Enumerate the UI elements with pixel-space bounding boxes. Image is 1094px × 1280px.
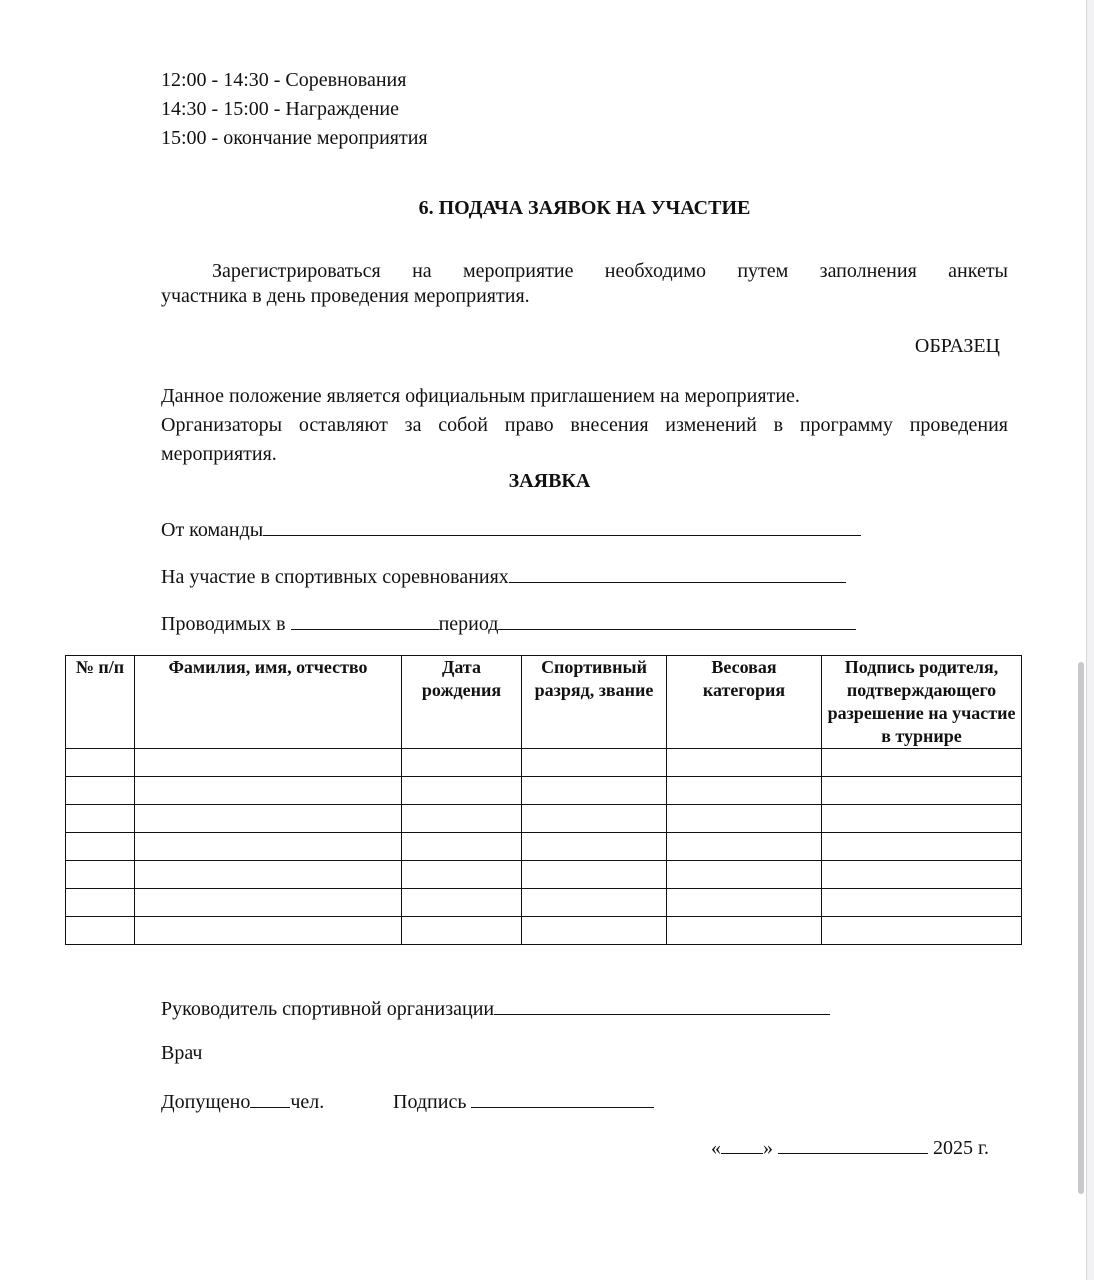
signature-blank[interactable] xyxy=(471,1088,654,1108)
section-title: 6. ПОДАЧА ЗАЯВОК НА УЧАСТИЕ xyxy=(418,197,751,219)
date-open-quote: « xyxy=(711,1137,721,1159)
head-signature-field xyxy=(161,995,830,1021)
table-cell[interactable] xyxy=(402,777,522,805)
period-label: период xyxy=(438,613,499,635)
head-blank[interactable] xyxy=(494,995,830,1015)
table-row xyxy=(66,917,1022,945)
table-cell[interactable] xyxy=(135,917,402,945)
held-field xyxy=(161,610,856,636)
schedule-line-3: 15:00 - окончание мероприятия xyxy=(161,127,428,149)
table-cell[interactable] xyxy=(522,861,667,889)
invitation-line-2: Организаторы оставляют за собой право внесения изменений в программу проведения xyxy=(161,414,1008,436)
table-cell[interactable] xyxy=(135,805,402,833)
admitted-count-blank[interactable] xyxy=(250,1088,290,1108)
table-cell[interactable] xyxy=(66,777,135,805)
date-day-blank[interactable] xyxy=(721,1134,763,1154)
doctor-label: Врач xyxy=(161,1042,203,1064)
team-label: От команды xyxy=(161,519,264,541)
team-blank[interactable] xyxy=(263,516,861,536)
signature-label: Подпись xyxy=(393,1091,467,1113)
header-full-name: Фамилия, имя, отчество xyxy=(135,656,402,749)
persons-label: чел. xyxy=(290,1091,325,1113)
header-sport-rank: Спортивный разряд, звание xyxy=(522,656,667,749)
admitted-label: Допущено xyxy=(161,1091,251,1113)
year-label: 2025 г. xyxy=(933,1137,989,1159)
table-cell[interactable] xyxy=(66,833,135,861)
invitation-line-3: мероприятия. xyxy=(161,443,277,465)
invitation-line-1: Данное положение является официальным приглашением на мероприятие. xyxy=(161,385,800,407)
competition-blank[interactable] xyxy=(509,563,846,583)
table-cell[interactable] xyxy=(402,833,522,861)
competition-field xyxy=(161,563,846,589)
table-cell[interactable] xyxy=(522,805,667,833)
table-body xyxy=(66,749,1022,945)
table-cell[interactable] xyxy=(667,833,822,861)
header-parent-signature: Подпись родителя, подтверждающего разрешение на участие в турнире xyxy=(822,656,1022,749)
header-number: № п/п xyxy=(66,656,135,749)
schedule-line-2: 14:30 - 15:00 - Награждение xyxy=(161,98,399,120)
table-cell[interactable] xyxy=(522,833,667,861)
table-cell[interactable] xyxy=(667,777,822,805)
application-title: ЗАЯВКА xyxy=(508,470,591,492)
table-cell[interactable] xyxy=(135,833,402,861)
table-cell[interactable] xyxy=(135,889,402,917)
table-cell[interactable] xyxy=(667,917,822,945)
period-blank[interactable] xyxy=(498,610,856,630)
table-cell[interactable] xyxy=(667,749,822,777)
schedule-line-1: 12:00 - 14:30 - Соревнования xyxy=(161,69,407,91)
table-row xyxy=(66,833,1022,861)
table-cell[interactable] xyxy=(822,777,1022,805)
vertical-scrollbar[interactable] xyxy=(1078,662,1084,1194)
table-cell[interactable] xyxy=(822,861,1022,889)
table-row xyxy=(66,861,1022,889)
table-cell[interactable] xyxy=(667,861,822,889)
header-birth-date: Дата рождения xyxy=(402,656,522,749)
table-cell[interactable] xyxy=(66,917,135,945)
table-row xyxy=(66,777,1022,805)
registration-line-2: участника в день проведения мероприятия. xyxy=(161,285,530,307)
application-table xyxy=(65,655,1022,945)
table-cell[interactable] xyxy=(667,889,822,917)
team-field xyxy=(161,516,861,542)
competition-label: На участие в спортивных соревнованиях xyxy=(161,566,509,588)
table-header-row xyxy=(66,656,1022,749)
table-cell[interactable] xyxy=(667,805,822,833)
table-cell[interactable] xyxy=(402,861,522,889)
table-cell[interactable] xyxy=(822,749,1022,777)
table-cell[interactable] xyxy=(66,861,135,889)
table-cell[interactable] xyxy=(135,749,402,777)
head-label: Руководитель спортивной организации xyxy=(161,998,495,1020)
table-cell[interactable] xyxy=(402,917,522,945)
registration-line-1: Зарегистрироваться на мероприятие необходимо путем заполнения анкеты xyxy=(212,260,1008,282)
table-cell[interactable] xyxy=(522,889,667,917)
table-cell[interactable] xyxy=(822,889,1022,917)
table-cell[interactable] xyxy=(822,917,1022,945)
date-close-quote: » xyxy=(763,1137,773,1159)
table-cell[interactable] xyxy=(66,749,135,777)
table-cell[interactable] xyxy=(402,889,522,917)
table-row xyxy=(66,805,1022,833)
table-cell[interactable] xyxy=(822,805,1022,833)
table-cell[interactable] xyxy=(135,861,402,889)
table-row xyxy=(66,889,1022,917)
table-cell[interactable] xyxy=(822,833,1022,861)
table-cell[interactable] xyxy=(135,777,402,805)
table-cell[interactable] xyxy=(66,889,135,917)
table-cell[interactable] xyxy=(522,777,667,805)
table-cell[interactable] xyxy=(402,749,522,777)
table-row xyxy=(66,749,1022,777)
header-weight-category: Весовая категория xyxy=(667,656,822,749)
date-field xyxy=(711,1134,989,1160)
table-cell[interactable] xyxy=(402,805,522,833)
table-cell[interactable] xyxy=(522,917,667,945)
date-month-blank[interactable] xyxy=(778,1134,928,1154)
held-blank[interactable] xyxy=(291,610,439,630)
sample-label: ОБРАЗЕЦ xyxy=(914,335,1000,357)
held-label: Проводимых в xyxy=(161,613,286,635)
admitted-field xyxy=(161,1088,324,1114)
table-cell[interactable] xyxy=(522,749,667,777)
signature-field xyxy=(393,1088,654,1114)
table-cell[interactable] xyxy=(66,805,135,833)
